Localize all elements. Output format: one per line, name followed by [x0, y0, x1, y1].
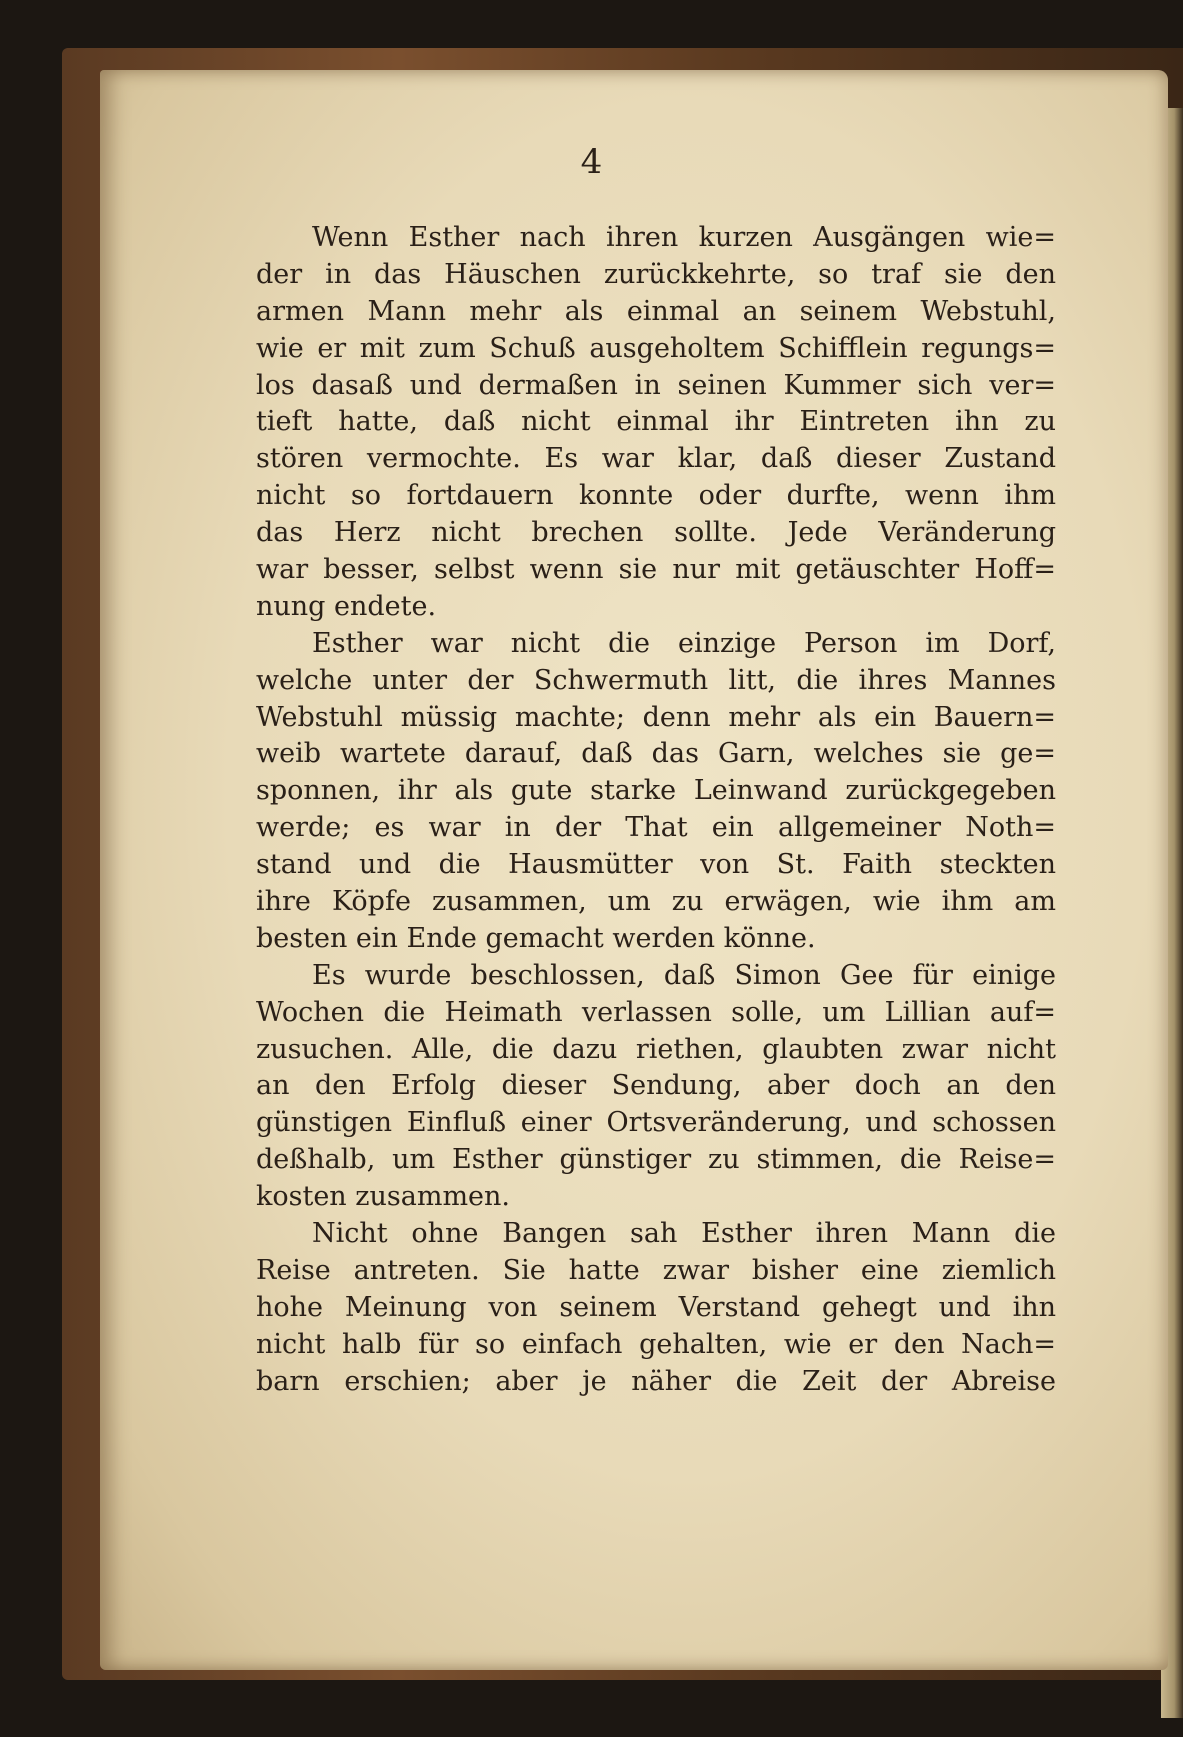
text-line: besten ein Ende gemacht werden könne.	[256, 922, 816, 954]
text-line: der in das Häuschen zurückkehrte, so traf sie den	[256, 258, 1056, 290]
text-line: das Herz nicht brechen sollte. Jede Veränderung	[256, 517, 1056, 549]
text-line: tieft hatte, daß nicht einmal ihr Eintreten ihn zu	[256, 406, 1056, 438]
text-line: Wenn Esther nach ihren kurzen Ausgängen wie=	[312, 222, 1056, 253]
text-line: Wochen die Heimath verlassen solle, um Lillian auf=	[256, 996, 1056, 1028]
text-line: Webstuhl müssig machte; denn mehr als ein Bauern=	[256, 701, 1056, 733]
text-line: los dasaß und dermaßen in seinen Kummer sich ver=	[256, 369, 1056, 401]
text-line: Es wurde beschlossen, daß Simon Gee für einige	[312, 959, 1056, 991]
text-line: kosten zusammen.	[256, 1181, 510, 1213]
text-line: welche unter der Schwermuth litt, die ihres Mannes	[256, 664, 1056, 696]
text-line: Reise antreten. Sie hatte zwar bisher eine ziemlich	[256, 1254, 1056, 1286]
text-line: war besser, selbst wenn sie nur mit getäuschter Hoff=	[256, 554, 1056, 586]
text-line: stören vermochte. Es war klar, daß dieser Zustand	[256, 443, 1056, 475]
text-line: sponnen, ihr als gute starke Leinwand zurückgegeben	[256, 775, 1056, 807]
text-line: nicht halb für so einfach gehalten, wie er den Nach=	[256, 1328, 1056, 1360]
text-line: nung endete.	[256, 590, 437, 622]
text-line: werde; es war in der That ein allgemeiner Noth=	[256, 812, 1056, 844]
text-line: armen Mann mehr als einmal an seinem Webstuhl,	[256, 295, 1056, 327]
text-line: günstigen Einfluß einer Ortsveränderung, und schossen	[256, 1107, 1056, 1139]
text-line: deßhalb, um Esther günstiger zu stimmen, die Reise=	[256, 1144, 1056, 1176]
text-line: zusuchen. Alle, die dazu riethen, glaubten zwar nicht	[256, 1033, 1056, 1065]
page-number: 4	[580, 142, 603, 182]
text-line: hohe Meinung von seinem Verstand gehegt und ihn	[256, 1291, 1056, 1323]
text-line: an den Erfolg dieser Sendung, aber doch an den	[256, 1070, 1056, 1102]
text-line: wie er mit zum Schuß ausgeholtem Schifflein regungs=	[256, 332, 1056, 364]
text-line: barn erschien; aber je näher die Zeit der Abreise	[256, 1365, 1056, 1397]
body-text	[256, 220, 1056, 1401]
text-line: stand und die Hausmütter von St. Faith steckten	[256, 849, 1056, 881]
text-line: nicht so fortdauern konnte oder durfte, wenn ihm	[256, 480, 1056, 512]
text-line: ihre Köpfe zusammen, um zu erwägen, wie ihm am	[256, 886, 1056, 918]
text-line: Nicht ohne Bangen sah Esther ihren Mann die	[312, 1218, 1056, 1250]
text-line: weib wartete darauf, daß das Garn, welches sie ge=	[256, 738, 1056, 770]
text-line: Esther war nicht die einzige Person im Dorf,	[312, 627, 1056, 659]
